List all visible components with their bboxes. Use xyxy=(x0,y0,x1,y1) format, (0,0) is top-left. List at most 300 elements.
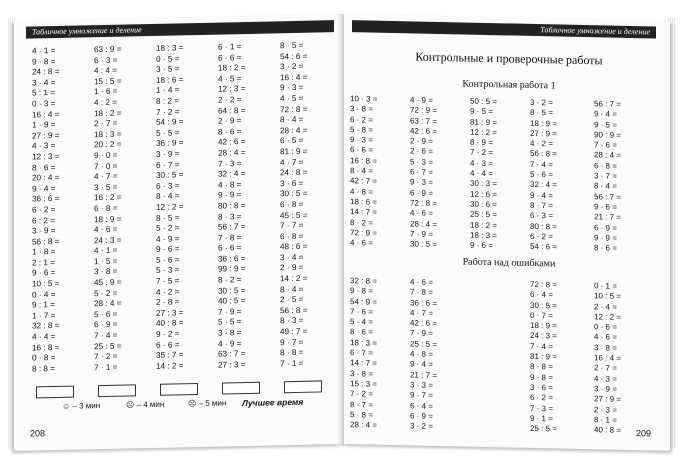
exercise-item: 9 · 6 = xyxy=(594,202,617,212)
exercise-item: 6 : 2 = xyxy=(32,215,55,225)
exercise-item: 6 · 9 = xyxy=(410,188,433,198)
exercise-item: 3 · 7 = xyxy=(594,171,617,181)
exercise-item: 30 : 6 = xyxy=(470,199,497,210)
answer-boxes xyxy=(14,14,342,21)
exercise-item: 3 · 5 = xyxy=(94,182,118,192)
exercise-item: 0 · 3 = xyxy=(32,98,56,109)
exercise-item: 72 : 8 = xyxy=(280,104,308,114)
exercise-item: 25 : 5 = xyxy=(470,209,497,220)
exercise-item: 7 · 2 = xyxy=(156,106,180,117)
exercise-item: 4 · 5 = xyxy=(218,73,242,84)
exercise-item: 4 · 6 = xyxy=(594,332,617,343)
exercise-item: 5 · 6 = xyxy=(530,169,553,180)
exercise-item: 24 : 8 = xyxy=(280,167,308,178)
exercise-item: 16 : 4 = xyxy=(32,109,60,120)
exercise-item: 18 : 6 = xyxy=(350,197,377,207)
exercise-item: 9 · 5 = xyxy=(470,106,493,117)
exercise-item: 40 : 5 = xyxy=(218,296,246,306)
exercise-item: 9 · 7 = xyxy=(410,390,433,401)
exercise-item: 24 : 8 = xyxy=(32,67,60,77)
exercise-item: 15 : 5 = xyxy=(94,76,122,86)
exercise-item: 2 · 7 = xyxy=(594,363,617,374)
exercise-item: 0 · 4 = xyxy=(32,289,56,300)
exercise-item: 3 · 2 = xyxy=(280,61,304,72)
left-page-number: 208 xyxy=(30,428,46,439)
exercise-column xyxy=(530,280,557,435)
exercise-item: 28 : 4 = xyxy=(94,298,122,309)
exercise-item: 6 · 2 = xyxy=(32,204,56,215)
exercise-item: 20 : 2 = xyxy=(94,139,122,150)
exercise-item: 24 : 3 = xyxy=(530,331,557,341)
exercise-item: 72 : 8 = xyxy=(410,198,437,208)
exercise-item: 81 : 9 = xyxy=(470,117,497,127)
exercise-item: 32 : 4 = xyxy=(218,169,246,179)
exercise-item: 0 · 7 = xyxy=(530,310,553,321)
exercise-item: 2 · 4 = xyxy=(594,301,617,312)
exercise-item: 81 : 9 = xyxy=(280,146,308,157)
exercise-item: 3 · 5 = xyxy=(156,64,180,75)
exercise-item: 4 · 1 = xyxy=(94,245,118,256)
exercise-item: 5 · 4 = xyxy=(350,317,373,327)
exercise-item: 8 · 4 = xyxy=(280,284,304,294)
exercise-item: 9 · 9 = xyxy=(218,190,242,200)
section-heading-test-1: Контрольная работа 1 xyxy=(462,78,556,92)
exercise-item: 8 · 8 = xyxy=(280,348,304,358)
exercise-item: 18 : 3 = xyxy=(94,129,122,139)
exercise-item: 14 : 2 = xyxy=(280,273,308,284)
exercise-item: 6 · 6 = xyxy=(350,145,373,156)
exercise-item: 9 · 5 = xyxy=(594,119,617,130)
exercise-item: 64 : 8 = xyxy=(218,105,246,116)
exercise-item: 4 · 5 = xyxy=(280,93,304,104)
time-box[interactable] xyxy=(36,386,74,399)
exercise-item: 7 · 3 = xyxy=(218,158,242,169)
exercise-item: 54 : 9 = xyxy=(350,296,377,307)
exercise-column xyxy=(530,98,557,253)
exercise-item: 0 · 6 = xyxy=(594,322,617,332)
exercise-item: 12 : 3 = xyxy=(32,151,60,162)
exercise-item: 30 : 5 = xyxy=(530,300,557,311)
exercise-item: 4 · 8 = xyxy=(410,349,433,359)
exercise-item: 9 · 1 = xyxy=(530,413,553,424)
exercise-item: 7 · 8 = xyxy=(218,232,242,243)
exercise-item: 5 · 2 = xyxy=(156,223,180,233)
exercise-item: 5 · 2 = xyxy=(94,288,118,298)
exercise-item: 4 · 4 = xyxy=(470,168,493,179)
exercise-item: 7 · 2 = xyxy=(350,389,373,399)
exercise-item: 24 : 3 = xyxy=(94,235,122,245)
exercise-item: 18 : 2 = xyxy=(94,108,122,118)
exercise-item: 7 · 1 = xyxy=(280,358,304,369)
exercise-item: 56 : 8 = xyxy=(32,236,60,247)
exercise-item: 1 · 9 = xyxy=(32,120,56,130)
exercise-item: 42 : 7 = xyxy=(350,176,377,187)
exercise-item: 6 · 9 = xyxy=(94,320,118,330)
exercise-item: 30 : 5 = xyxy=(218,285,246,296)
exercise-item: 1 · 7 = xyxy=(32,310,56,321)
exercise-item: 4 · 2 = xyxy=(156,287,180,297)
exercise-item: 8 · 7 = xyxy=(350,399,373,410)
exercise-item: 4 · 3 = xyxy=(32,141,56,151)
exercise-item: 3 · 9 = xyxy=(32,226,56,236)
exercise-item: 32 : 8 = xyxy=(32,321,60,331)
exercise-item: 32 : 8 = xyxy=(350,276,377,286)
exercise-item: 4 · 3 = xyxy=(470,158,493,168)
exercise-item: 8 · 7 = xyxy=(530,200,553,211)
exercise-item: 9 · 3 = xyxy=(280,83,304,93)
exercise-item: 6 · 3 = xyxy=(156,181,180,191)
exercise-item: 25 : 5 = xyxy=(530,424,557,434)
exercise-item: 14 : 7 = xyxy=(350,358,377,369)
exercise-item: 5 : 1 = xyxy=(32,88,55,98)
exercise-item: 4 · 6 = xyxy=(410,208,433,219)
exercise-item: 3 · 3 = xyxy=(410,380,433,390)
exercise-item: 8 · 4 = xyxy=(594,181,617,192)
exercise-item: 10 : 5 = xyxy=(32,278,60,289)
exercise-item: 3 · 4 = xyxy=(280,252,304,263)
exercise-item: 7 · 5 = xyxy=(156,276,180,286)
exercise-column xyxy=(94,45,122,374)
exercise-item: 9 · 6 = xyxy=(32,268,56,278)
time-box[interactable] xyxy=(160,383,198,396)
exercise-item: 30 : 5 = xyxy=(280,189,308,199)
exercise-item: 0 · 1 = xyxy=(594,281,617,291)
right-page xyxy=(344,14,670,451)
exercise-item: 6 · 8 = xyxy=(280,199,304,210)
exercise-item: 4 · 8 = xyxy=(218,179,242,190)
exercise-item: 1 · 6 = xyxy=(94,87,118,97)
section-heading-error-work: Работа над ошибками xyxy=(462,256,556,270)
exercise-item: 54 : 6 = xyxy=(530,242,557,252)
exercise-item: 6 · 9 = xyxy=(410,411,433,421)
exercise-item: 5 · 6 = xyxy=(94,309,118,320)
exercise-item: 16 : 2 = xyxy=(94,192,122,203)
exercise-item: 7 · 0 = xyxy=(94,161,118,171)
exercise-item: 8 · 6 = xyxy=(218,126,242,137)
exercise-item: 21 : 7 = xyxy=(594,212,621,223)
left-page xyxy=(14,14,342,451)
exercise-item: 49 : 7 = xyxy=(280,326,308,337)
best-time-label: Лучшее время xyxy=(242,396,304,409)
right-page-number: 209 xyxy=(636,428,652,439)
exercise-item: 72 : 9 = xyxy=(410,105,437,116)
exercise-item: 18 : 2 = xyxy=(470,220,497,230)
exercise-item: 9 · 6 = xyxy=(156,244,180,255)
exercise-item: 7 · 2 = xyxy=(94,351,118,362)
exercise-item: 6 · 4 = xyxy=(410,400,433,411)
exercise-item: 4 : 4 = xyxy=(94,65,117,76)
exercise-item: 45 : 9 = xyxy=(94,277,122,288)
exercise-item: 8 · 5 = xyxy=(280,40,304,51)
exercise-item: 27 : 3 = xyxy=(156,308,184,318)
exercise-item: 3 · 9 = xyxy=(156,149,180,159)
exercise-item: 80 : 8 = xyxy=(218,200,246,211)
exercise-column xyxy=(280,41,308,370)
exercise-item: 8 · 4 = xyxy=(156,191,180,202)
left-page-header: Табличное умножение и деление xyxy=(26,20,334,38)
exercise-item: 12 : 6 = xyxy=(470,189,497,199)
exercise-item: 9 · 4 = xyxy=(32,183,56,194)
exercise-item: 6 · 3 = xyxy=(530,211,553,221)
exercise-item: 9 · 8 = xyxy=(530,372,553,383)
exercise-item: 20 : 4 = xyxy=(32,173,60,183)
exercise-item: 32 : 4 = xyxy=(530,180,557,190)
exercise-item: 4 · 1 = xyxy=(32,46,56,56)
exercise-item: 3 · 8 = xyxy=(594,343,617,353)
exercise-item: 4 · 7 = xyxy=(94,171,118,182)
exercise-item: 9 · 8 = xyxy=(350,286,373,296)
exercise-item: 40 : 8 = xyxy=(156,318,184,329)
exercise-item: 42 : 6 = xyxy=(218,137,246,147)
exercise-item: 5 · 3 = xyxy=(156,265,180,276)
exercise-item: 8 · 4 = xyxy=(280,114,304,125)
exercise-item: 4 · 7 = xyxy=(410,308,433,318)
exercise-item: 27 : 9 = xyxy=(530,128,557,139)
book-spread xyxy=(4,6,688,458)
right-page-header: Табличное умножение и деление xyxy=(352,20,656,38)
exercise-item: 3 · 8 = xyxy=(94,267,118,277)
exercise-item: 6 · 6 = xyxy=(218,52,242,63)
exercise-item: 9 : 1 = xyxy=(32,300,55,310)
exercise-item: 3 · 2 = xyxy=(410,421,433,432)
exercise-item: 40 : 8 = xyxy=(594,425,621,435)
exercise-item: 6 · 1 = xyxy=(218,42,242,52)
exercise-item: 8 · 9 = xyxy=(470,137,493,148)
exercise-item: 15 : 3 = xyxy=(350,379,377,389)
exercise-item: 4 · 9 = xyxy=(218,338,242,349)
exercise-item: 56 : 7 = xyxy=(594,99,621,109)
exercise-item: 28 : 4 = xyxy=(280,125,308,136)
exercise-item: 4 · 9 = xyxy=(410,95,433,105)
exercise-item: 6 · 7 = xyxy=(156,159,180,170)
exercise-item: 63 : 9 = xyxy=(94,44,122,55)
exercise-item: 54 : 6 = xyxy=(280,51,308,61)
exercise-column xyxy=(410,277,437,432)
exercise-item: 9 · 6 = xyxy=(470,240,493,251)
exercise-item: 3 · 8 = xyxy=(218,328,242,338)
exercise-item: 99 : 9 = xyxy=(218,264,246,275)
exercise-item: 72 : 8 = xyxy=(530,279,557,290)
exercise-item: 42 : 6 = xyxy=(410,318,437,329)
exercise-item: 16 : 4 = xyxy=(280,72,308,83)
exercise-item: 36 : 9 = xyxy=(156,138,184,149)
exercise-item: 4 : 2 = xyxy=(94,97,117,108)
exercise-item: 90 : 9 = xyxy=(594,130,621,140)
exercise-item: 9 · 4 = xyxy=(594,109,617,120)
exercise-item: 3 · 4 = xyxy=(32,77,56,88)
exercise-item: 7 · 7 = xyxy=(280,220,304,231)
exercise-item: 9 · 3 = xyxy=(350,135,373,145)
exercise-item: 10 · 3 = xyxy=(350,94,378,104)
exercise-item: 8 · 5 = xyxy=(530,108,553,118)
exercise-item: 9 · 0 = xyxy=(94,150,118,161)
exercise-item: 28 : 4 = xyxy=(218,147,246,158)
exercise-item: 9 · 2 = xyxy=(156,329,180,339)
exercise-item: 81 : 9 = xyxy=(530,351,557,362)
time-box[interactable] xyxy=(222,382,260,395)
legend-5min: ☹ – 5 мин xyxy=(188,398,227,409)
exercise-item: 1 · 5 = xyxy=(94,256,118,267)
exercise-item: 7 · 9 = xyxy=(410,229,433,239)
exercise-item: 1 · 8 = xyxy=(32,247,56,257)
exercise-column xyxy=(470,97,497,252)
exercise-item: 7 · 8 = xyxy=(410,287,433,298)
exercise-item: 0 · 5 = xyxy=(156,53,180,64)
time-box[interactable] xyxy=(284,380,322,393)
exercise-item: 27 : 3 = xyxy=(218,359,246,370)
exercise-column xyxy=(32,46,60,375)
exercise-item: 9 · 4 = xyxy=(530,190,553,201)
exercise-item: 30 : 5 = xyxy=(156,170,184,181)
exercise-item: 8 : 2 = xyxy=(156,96,179,106)
exercise-item: 42 : 6 = xyxy=(410,126,437,136)
exercise-item: 7 · 6 = xyxy=(350,307,373,317)
exercise-item: 6 · 8 = xyxy=(594,161,617,171)
exercise-item: 2 · 9 = xyxy=(410,136,433,147)
legend-3min: ☺ – 3 мин xyxy=(62,401,101,411)
exercise-item: 8 : 8 = xyxy=(32,363,55,374)
exercise-item: 25 : 5 = xyxy=(94,341,122,351)
exercise-item: 6 · 6 = xyxy=(218,243,242,253)
legend-4min: ☹ – 4 мин xyxy=(126,399,165,410)
exercise-item: 4 · 4 = xyxy=(32,332,56,342)
exercise-item: 4 · 6 = xyxy=(94,224,118,235)
exercise-item: 5 · 8 = xyxy=(350,409,373,420)
exercise-item: 18 : 9 = xyxy=(530,321,557,331)
exercise-item: 18 : 3 = xyxy=(156,43,184,53)
exercise-item: 28 : 4 = xyxy=(410,218,437,229)
exercise-item: 9 · 7 = xyxy=(280,337,304,347)
exercise-item: 2 · 3 = xyxy=(594,404,617,415)
page-title: Контрольные и проверочные работы xyxy=(415,49,603,68)
exercise-item: 16 : 4 = xyxy=(594,353,621,363)
exercise-item: 30 : 5 = xyxy=(410,239,437,250)
exercise-item: 12 : 2 = xyxy=(470,127,497,138)
exercise-item: 14 : 7 = xyxy=(350,207,377,217)
exercise-item: 6 · 2 = xyxy=(350,114,373,125)
exercise-item: 56 : 7 = xyxy=(594,191,621,202)
exercise-item: 35 : 7 = xyxy=(156,350,184,361)
exercise-item: 6 · 7 = xyxy=(350,348,373,358)
exercise-item: 5 · 8 = xyxy=(350,125,373,135)
exercise-item: 6 · 2 = xyxy=(530,231,553,242)
exercise-item: 18 : 9 = xyxy=(94,214,122,224)
exercise-item: 18 : 3 = xyxy=(350,337,377,348)
exercise-item: 8 · 1 = xyxy=(594,415,617,425)
exercise-item: 3 · 6 = xyxy=(530,382,553,393)
exercise-item: 7 · 2 = xyxy=(470,148,493,158)
exercise-item: 7 · 1 = xyxy=(94,362,118,373)
exercise-item: 6 · 4 = xyxy=(530,290,553,300)
exercise-item: 8 · 6 = xyxy=(32,162,56,173)
exercise-item: 4 · 8 = xyxy=(350,186,373,197)
exercise-item: 9 · 8 = xyxy=(32,56,56,67)
exercise-item: 4 · 6 = xyxy=(350,238,373,248)
exercise-item: 6 · 8 = xyxy=(94,203,118,214)
exercise-item: 54 : 9 = xyxy=(156,117,184,128)
exercise-item: 63 : 7 = xyxy=(218,349,246,359)
exercise-item: 21 : 7 = xyxy=(410,370,437,380)
exercise-item: 2 : 1 = xyxy=(32,257,55,268)
exercise-item: 6 · 3 = xyxy=(94,55,118,65)
exercise-item: 6 · 2 = xyxy=(530,393,553,403)
exercise-item: 7 · 3 = xyxy=(530,403,553,413)
exercise-item: 8 · 4 = xyxy=(350,166,373,176)
exercise-item: 5 · 3 = xyxy=(410,157,433,167)
exercise-item: 4 · 7 = xyxy=(280,157,304,167)
exercise-item: 2 · 7 = xyxy=(94,118,118,129)
exercise-item: 4 · 2 = xyxy=(530,139,553,149)
exercise-item: 8 · 5 = xyxy=(156,212,180,223)
exercise-item: 72 : 9 = xyxy=(350,227,377,238)
exercise-item: 6 · 6 = xyxy=(156,340,180,350)
time-box[interactable] xyxy=(98,384,136,397)
exercise-item: 16 : 8 = xyxy=(32,342,60,353)
exercise-item: 28 : 4 = xyxy=(594,150,621,161)
exercise-item: 8 · 8 = xyxy=(530,362,553,372)
exercise-item: 7 · 4 = xyxy=(94,330,118,341)
exercise-item: 5 · 6 = xyxy=(156,255,180,265)
exercise-item: 25 : 5 = xyxy=(410,339,437,349)
exercise-item: 27 : 9 = xyxy=(32,130,60,141)
exercise-item: 18 : 2 = xyxy=(218,63,246,73)
exercise-item: 14 : 2 = xyxy=(156,361,184,371)
exercise-item: 4 · 9 = xyxy=(156,234,180,244)
exercise-item: 6 · 5 = xyxy=(280,136,304,146)
exercise-item: 3 · 2 = xyxy=(530,97,553,108)
exercise-item: 36 : 6 = xyxy=(32,194,60,204)
exercise-item: 12 : 2 = xyxy=(594,312,621,322)
exercise-item: 3 · 9 = xyxy=(594,384,617,394)
exercise-item: 5 · 5 = xyxy=(156,128,180,138)
exercise-item: 10 : 5 = xyxy=(594,291,621,302)
exercise-item: 7 · 4 = xyxy=(530,159,553,170)
exercise-item: 4 · 6 = xyxy=(410,277,433,287)
exercise-item: 9 · 9 = xyxy=(594,233,617,243)
exercise-item: 8 · 2 = xyxy=(350,217,373,228)
exercise-item: 30 : 3 = xyxy=(470,179,497,189)
exercise-item: 45 : 5 = xyxy=(280,210,308,220)
exercise-item: 80 : 8 = xyxy=(530,221,557,232)
exercise-item: 8 · 2 = xyxy=(218,275,242,285)
exercise-column xyxy=(218,42,246,371)
exercise-item: 3 · 8 = xyxy=(350,104,373,114)
exercise-item: 5 · 5 = xyxy=(218,317,242,328)
exercise-item: 2 · 9 = xyxy=(280,263,304,273)
exercise-item: 7 · 6 = xyxy=(594,140,617,150)
exercise-column xyxy=(350,276,377,431)
exercise-item: 18 : 6 = xyxy=(156,75,184,85)
exercise-item: 0 · 8 = xyxy=(32,353,56,363)
exercise-item: 2 · 5 = xyxy=(280,295,304,305)
exercise-item: 8 · 6 = xyxy=(350,327,373,338)
exercise-item: 2 · 9 = xyxy=(218,116,242,126)
exercise-item: 7 · 4 = xyxy=(530,341,553,352)
exercise-item: 63 : 7 = xyxy=(410,115,437,126)
exercise-item: 48 : 6 = xyxy=(280,242,308,252)
exercise-item: 36 : 6 = xyxy=(218,253,246,264)
exercise-item: 4 · 3 = xyxy=(594,373,617,384)
exercise-column xyxy=(594,281,621,436)
exercise-item: 18 : 3 = xyxy=(470,230,497,241)
exercise-item: 9 · 4 = xyxy=(410,359,433,370)
exercise-item: 56 : 8 = xyxy=(530,149,557,159)
exercise-item: 28 : 4 = xyxy=(350,420,377,430)
exercise-item: 56 : 8 = xyxy=(280,305,308,316)
exercise-item: 12 : 2 = xyxy=(156,202,184,212)
exercise-item: 8 · 3 = xyxy=(280,316,304,326)
exercise-item: 9 · 3 = xyxy=(410,177,433,188)
